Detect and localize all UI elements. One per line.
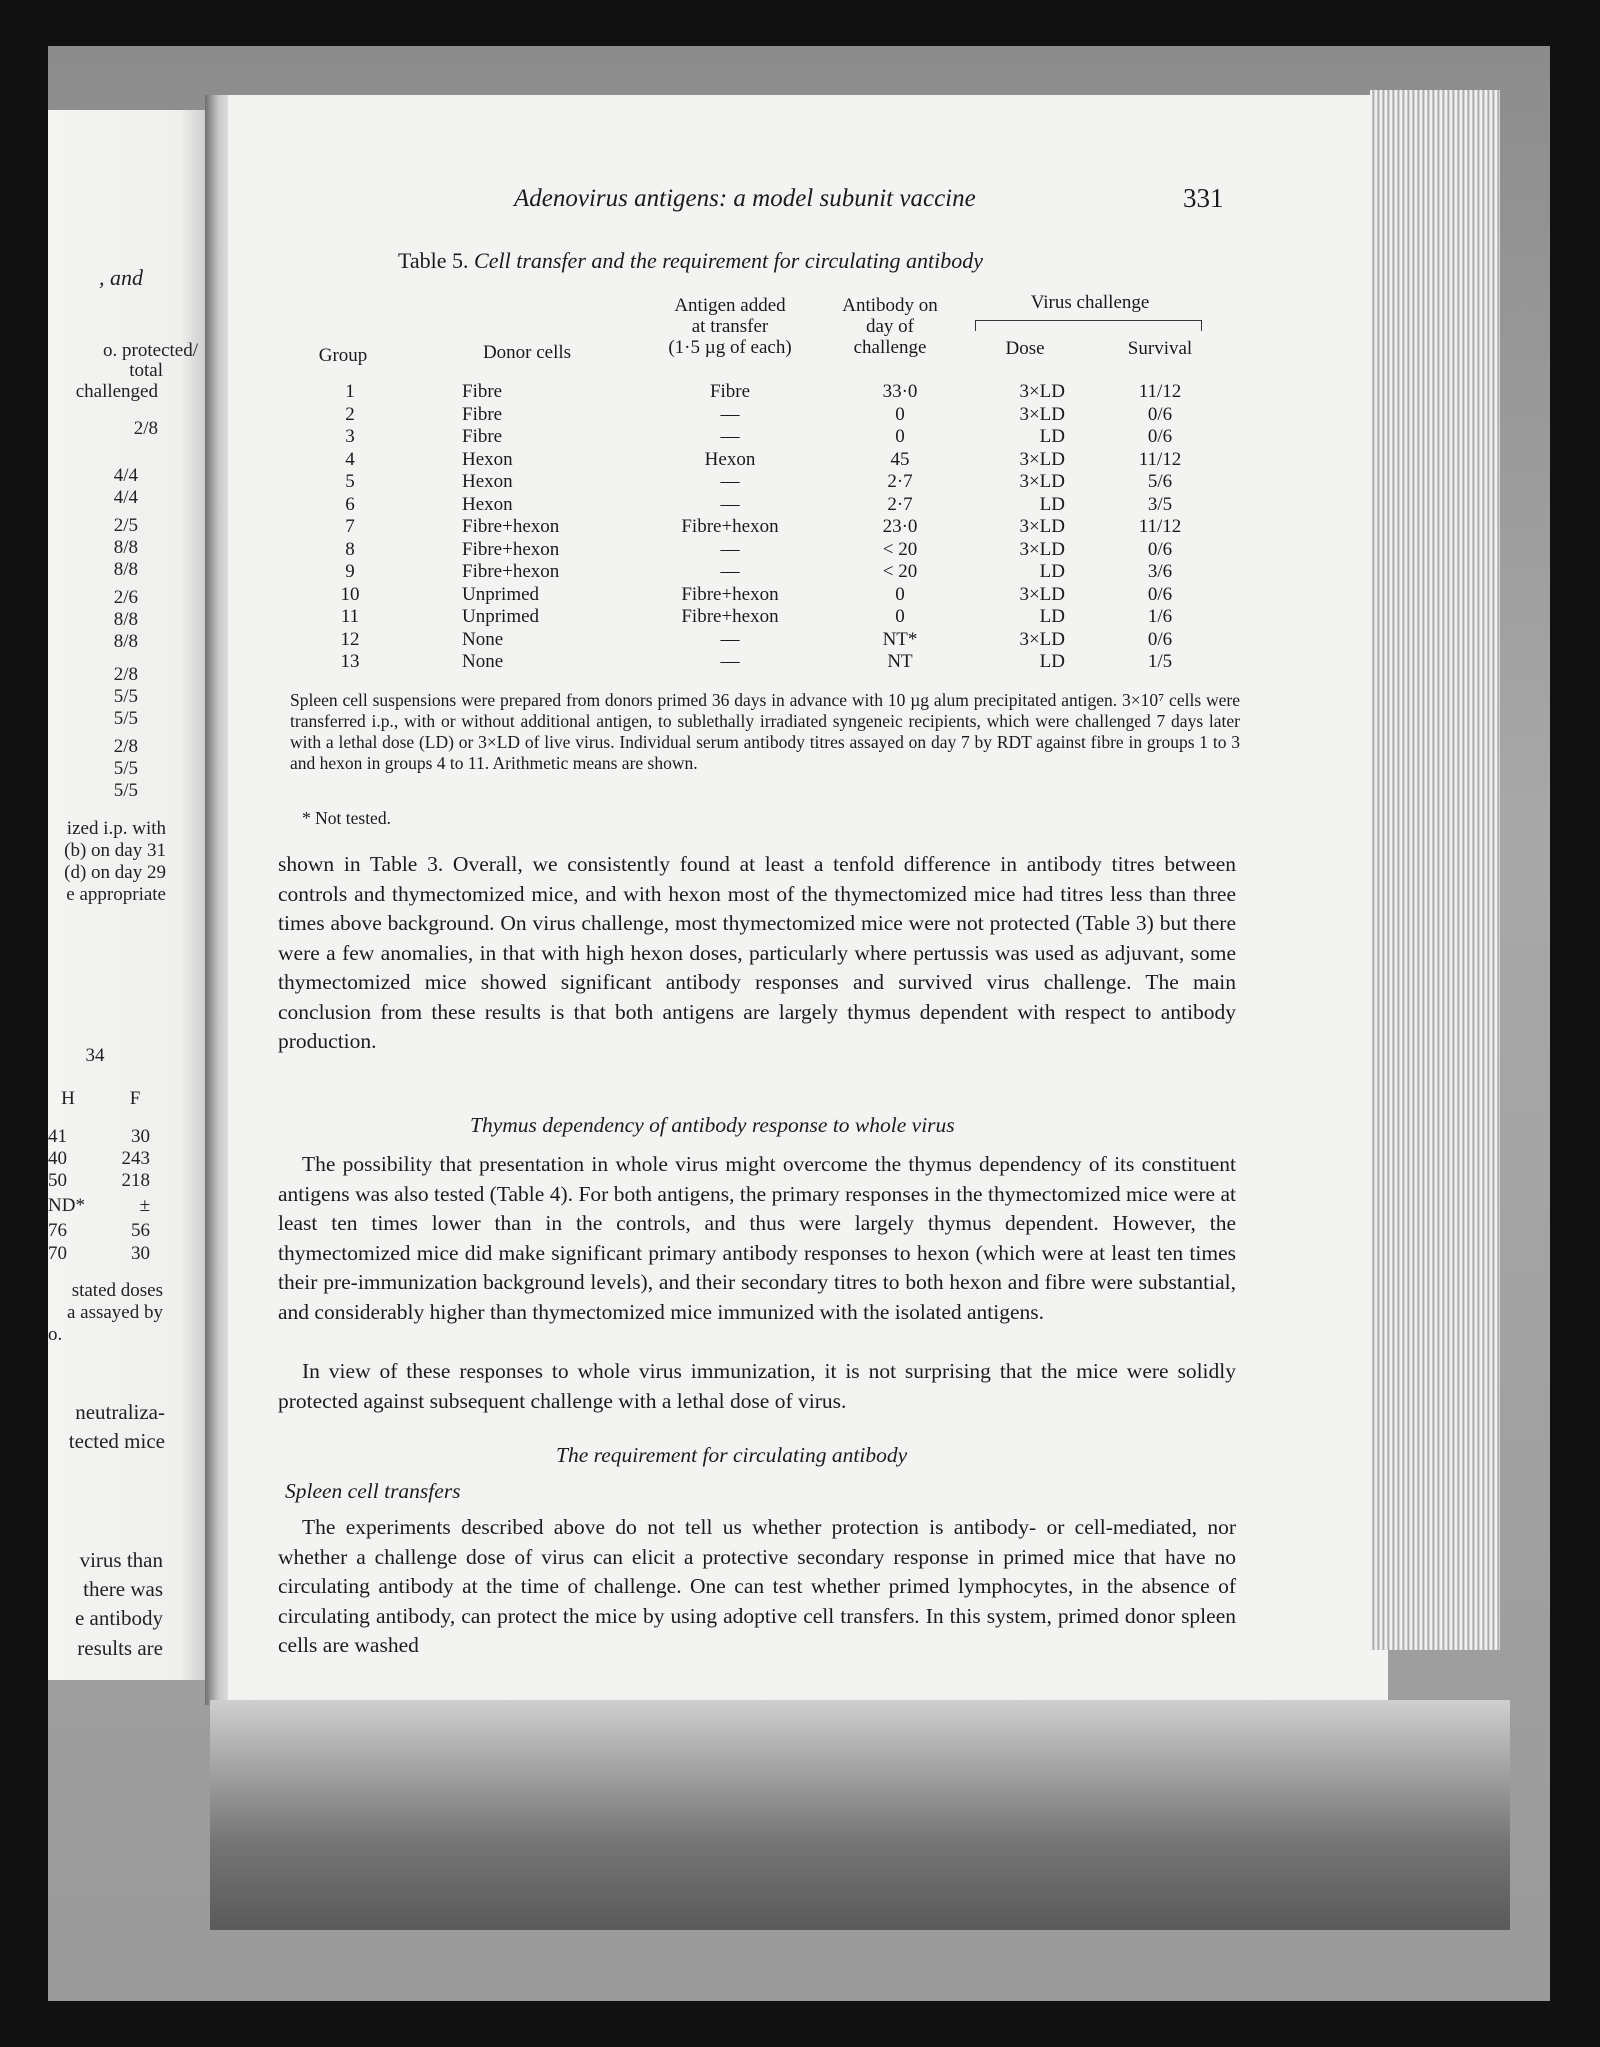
left-page-line: 4/4 bbox=[113, 487, 138, 508]
header-antigen-line: at transfer bbox=[691, 316, 769, 337]
table-cell-antibody: 0 bbox=[895, 403, 905, 425]
table-cell-survival: 1/6 bbox=[1147, 606, 1173, 627]
table-cell-survival: 11/12 bbox=[1138, 448, 1182, 470]
left-page-line: 2/8 bbox=[133, 418, 158, 439]
table-cell-donor: Fibre+hexon bbox=[462, 516, 560, 537]
table-cell-antigen: Fibre+hexon bbox=[681, 516, 779, 537]
left-page-line: 5/5 bbox=[113, 708, 138, 729]
table-cell-survival: 5/6 bbox=[1147, 471, 1173, 492]
left-page-line: tected mice bbox=[68, 1429, 165, 1453]
table-cell-dose: LD bbox=[1039, 561, 1065, 582]
table-cell-group: 13 bbox=[340, 651, 360, 672]
table-cell-antigen: — bbox=[720, 403, 740, 425]
left-page-line: (d) on day 29 bbox=[64, 862, 166, 883]
table-cell-antibody: 33·0 bbox=[882, 381, 918, 402]
section-heading-circulating: The requirement for circulating antibody bbox=[556, 1443, 908, 1467]
table-cell-group: 8 bbox=[345, 538, 355, 560]
table-cell-survival: 3/5 bbox=[1147, 493, 1173, 515]
table-cell-antibody: < 20 bbox=[882, 538, 918, 560]
header-antigen bbox=[650, 295, 810, 358]
table-cell-dose: 3×LD bbox=[1019, 448, 1065, 470]
table-cell-survival: 0/6 bbox=[1147, 426, 1173, 447]
table-cell-antibody: 0 bbox=[895, 606, 905, 627]
page-number: 331 bbox=[1183, 183, 1224, 213]
table-cell-donor: Fibre+hexon bbox=[462, 538, 560, 560]
header-donor: Donor cells bbox=[482, 342, 572, 363]
table-cell-group: 12 bbox=[340, 628, 360, 650]
table-cell-dose: 3×LD bbox=[1019, 403, 1065, 425]
table-cell-antigen: — bbox=[720, 471, 740, 492]
left-page-line: 5/5 bbox=[113, 686, 138, 707]
table-cell-donor: Hexon bbox=[462, 493, 513, 515]
left-page-line: 5/5 bbox=[113, 780, 138, 801]
table-cell-antigen: — bbox=[720, 561, 740, 582]
left-page-line: 34 bbox=[85, 1045, 105, 1066]
header-virus-challenge: Virus challenge bbox=[1030, 292, 1150, 313]
left-page-line: H bbox=[61, 1088, 75, 1109]
table-cell-donor: None bbox=[462, 651, 504, 672]
left-page-line: 5/5 bbox=[113, 758, 138, 779]
table-label: Table 5. bbox=[398, 248, 469, 273]
table-cell-group: 10 bbox=[340, 583, 360, 605]
left-page-line: 70 bbox=[48, 1243, 67, 1264]
left-page-line: 30 bbox=[131, 1126, 150, 1147]
left-page-line: 2/8 bbox=[113, 736, 138, 757]
table-cell-donor: Hexon bbox=[462, 471, 513, 492]
left-page-line: ± bbox=[139, 1195, 150, 1216]
left-page-line: 8/8 bbox=[113, 609, 138, 630]
table-cell-survival: 0/6 bbox=[1147, 628, 1173, 650]
table-cell-antibody: 0 bbox=[895, 583, 905, 605]
table-cell-survival: 0/6 bbox=[1147, 538, 1173, 560]
table-cell-dose: LD bbox=[1039, 426, 1065, 447]
page-edges bbox=[1370, 90, 1500, 1650]
left-page-line: neutraliza- bbox=[75, 1400, 165, 1424]
header-dose: Dose bbox=[1005, 338, 1045, 359]
table-footnote: Spleen cell suspensions were prepared from donors primed 36 days in advance with 10 µg alum precipitated antigen. 3×10⁷ cells were transferred i.p., with or without additional antigen, to sublethally irradiated syngeneic recipients, which were challenged 7 days later with a lethal dose (LD) or 3×LD of live virus. Individual serum antibody titres assayed on day 7 by RDT against fibre in groups 1 to 3 and hexon in groups 4 to 11. Arithmetic means are shown. bbox=[290, 690, 1240, 773]
table-footnote-star: * Not tested. bbox=[302, 808, 391, 828]
table-cell-antibody: 45 bbox=[890, 448, 910, 470]
table-cell-dose: LD bbox=[1039, 606, 1065, 627]
table-cell-dose: LD bbox=[1039, 493, 1065, 515]
left-page-line: 40 bbox=[48, 1148, 67, 1169]
table-cell-antigen: — bbox=[720, 628, 740, 650]
table-cell-dose: 3×LD bbox=[1019, 516, 1065, 537]
left-page-line: a assayed by bbox=[66, 1302, 163, 1323]
header-antibody-line: challenge bbox=[853, 337, 927, 358]
header-antigen-line: (1·5 µg of each) bbox=[668, 337, 792, 358]
left-page-line: stated doses bbox=[71, 1280, 163, 1301]
paragraph-1: shown in Table 3. Overall, we consistently found at least a tenfold difference in antibody titres between controls and thymectomized mice, and with hexon most of the thymectomized mice had titres less than three times above background. On virus challenge, most thymectomized mice were not protected (Table 3) but there were a few anomalies, in that with high hexon doses, particularly where pertussis was used as adjuvant, some thymectomized mice showed significant antibody responses and survived virus challenge. The main conclusion from these results is that both antigens are largely thymus dependent with respect to antibody production. bbox=[278, 852, 1236, 1053]
header-antibody-line: day of bbox=[865, 316, 914, 337]
left-page-line: 218 bbox=[121, 1170, 150, 1191]
left-page-line: F bbox=[129, 1088, 141, 1109]
table-cell-group: 5 bbox=[345, 471, 355, 492]
left-page-line: 8/8 bbox=[113, 631, 138, 652]
table-cell-donor: Unprimed bbox=[462, 583, 540, 605]
table-cell-donor: Fibre bbox=[462, 381, 503, 402]
paragraph-3: In view of these responses to whole virus immunization, it is not surprising that the mice were solidly protected against subsequent challenge with a lethal dose of virus. bbox=[278, 1359, 1236, 1413]
table-cell-antibody: 23·0 bbox=[882, 516, 918, 537]
table-cell-group: 7 bbox=[345, 516, 355, 537]
left-page-line: 50 bbox=[48, 1170, 67, 1191]
table-cell-donor: Fibre bbox=[462, 403, 503, 425]
left-page-line: 4/4 bbox=[113, 465, 138, 486]
table-cell-antibody: 2·7 bbox=[887, 493, 913, 515]
table-cell-antigen: Hexon bbox=[704, 448, 756, 470]
table-cell-antigen: — bbox=[720, 493, 740, 515]
left-page-line: total bbox=[129, 360, 163, 381]
table-cell-dose: LD bbox=[1039, 651, 1065, 672]
table-cell-antibody: NT* bbox=[882, 628, 918, 650]
left-page-line: challenged bbox=[75, 381, 158, 402]
left-page-line: 30 bbox=[131, 1243, 150, 1264]
table-cell-antigen: Fibre bbox=[709, 381, 751, 402]
left-page-line: 8/8 bbox=[113, 537, 138, 558]
left-page-line: there was bbox=[83, 1577, 163, 1601]
table-cell-survival: 0/6 bbox=[1147, 583, 1173, 605]
table-caption: Cell transfer and the requirement for circulating antibody bbox=[474, 248, 984, 273]
left-page-line: 2/8 bbox=[113, 664, 138, 685]
header-antibody bbox=[825, 295, 955, 358]
table-cell-group: 2 bbox=[345, 403, 355, 425]
header-group: Group bbox=[318, 345, 368, 366]
table-cell-group: 6 bbox=[345, 493, 355, 515]
table-cell-donor: Fibre+hexon bbox=[462, 561, 560, 582]
subheading-spleen: Spleen cell transfers bbox=[285, 1479, 461, 1503]
table-cell-survival: 0/6 bbox=[1147, 403, 1173, 425]
table-cell-dose: 3×LD bbox=[1019, 583, 1065, 605]
header-survival: Survival bbox=[1127, 338, 1193, 359]
book-cover-bottom bbox=[210, 1700, 1510, 1930]
left-page-line: 41 bbox=[48, 1126, 67, 1147]
table-cell-antibody: < 20 bbox=[882, 561, 918, 582]
table-cell-donor: None bbox=[462, 628, 504, 650]
table-cell-dose: 3×LD bbox=[1019, 628, 1065, 650]
table-cell-survival: 11/12 bbox=[1138, 516, 1182, 537]
table-cell-dose: 3×LD bbox=[1019, 381, 1065, 402]
table-cell-donor: Hexon bbox=[462, 448, 513, 470]
running-head: Adenovirus antigens: a model subunit vaccine bbox=[514, 185, 976, 212]
table-title bbox=[398, 248, 983, 274]
table-cell-survival: 3/6 bbox=[1147, 561, 1173, 582]
table-cell-survival: 11/12 bbox=[1138, 381, 1182, 402]
table-cell-dose: 3×LD bbox=[1019, 471, 1065, 492]
left-page-line: ND* bbox=[48, 1195, 85, 1216]
table-cell-antibody: 2·7 bbox=[887, 471, 913, 492]
left-page-line: e appropriate bbox=[66, 884, 166, 905]
left-page-line: o. bbox=[48, 1324, 63, 1345]
section-heading-thymus: Thymus dependency of antibody response to whole virus bbox=[470, 1113, 955, 1137]
table-cell-survival: 1/5 bbox=[1147, 651, 1173, 672]
left-page-line: virus than bbox=[79, 1548, 163, 1572]
table-cell-antigen: Fibre+hexon bbox=[681, 583, 779, 605]
table-cell-group: 4 bbox=[345, 448, 355, 470]
left-page-line: 76 bbox=[48, 1220, 67, 1241]
left-page-line: results are bbox=[77, 1636, 163, 1660]
table-cell-donor: Fibre bbox=[462, 426, 503, 447]
left-page-line: (b) on day 31 bbox=[64, 840, 166, 861]
left-page-line: 2/5 bbox=[113, 515, 138, 536]
table-cell-antibody: NT bbox=[887, 651, 913, 672]
table-cell-antigen: — bbox=[720, 651, 740, 672]
left-page-line: 56 bbox=[131, 1220, 150, 1241]
left-page-line: e antibody bbox=[74, 1606, 163, 1630]
table-cell-antigen: Fibre+hexon bbox=[681, 606, 779, 627]
table-cell-group: 11 bbox=[340, 606, 360, 627]
left-page-line: 2/6 bbox=[113, 587, 138, 608]
left-page-line: ized i.p. with bbox=[66, 818, 166, 839]
header-antigen-line: Antigen added bbox=[674, 295, 786, 316]
table-cell-antigen: — bbox=[720, 538, 740, 560]
left-page-line: 8/8 bbox=[113, 559, 138, 580]
table-cell-dose: 3×LD bbox=[1019, 538, 1065, 560]
left-page-line: 243 bbox=[121, 1148, 150, 1169]
table-cell-group: 3 bbox=[345, 426, 355, 447]
left-page-line: , and bbox=[99, 265, 143, 290]
paragraph-2: The possibility that presentation in whole virus might overcome the thymus dependency of its constituent antigens was also tested (Table 4). For both antigens, the primary responses in the thymectomized mice were at least ten times lower than in the controls, and thus were largely thymus dependent. However, the thymectomized mice did make significant primary antibody responses to hexon (which were at least ten times their pre-immunization background levels), and their secondary titres to both hexon and fibre were substantial, and considerably higher than thymectomized mice immunized with the isolated antigens. bbox=[278, 1152, 1236, 1324]
table-cell-group: 9 bbox=[345, 561, 355, 582]
header-brace bbox=[975, 320, 1202, 331]
left-page-line: o. protected/ bbox=[103, 340, 198, 361]
header-antibody-line: Antibody on bbox=[842, 295, 938, 316]
table-cell-donor: Unprimed bbox=[462, 606, 540, 627]
table-cell-antibody: 0 bbox=[895, 426, 905, 447]
table-cell-antigen: — bbox=[720, 426, 740, 447]
paragraph-4: The experiments described above do not tell us whether protection is antibody- or cell-mediated, nor whether a challenge dose of virus can elicit a protective secondary response in primed mice that have no circulating antibody at the time of challenge. One can test whether primed lymphocytes, in the absence of circulating antibody, can protect the mice by using adoptive cell transfers. In this system, primed donor spleen cells are washed bbox=[278, 1515, 1236, 1657]
table-cell-group: 1 bbox=[345, 381, 355, 402]
